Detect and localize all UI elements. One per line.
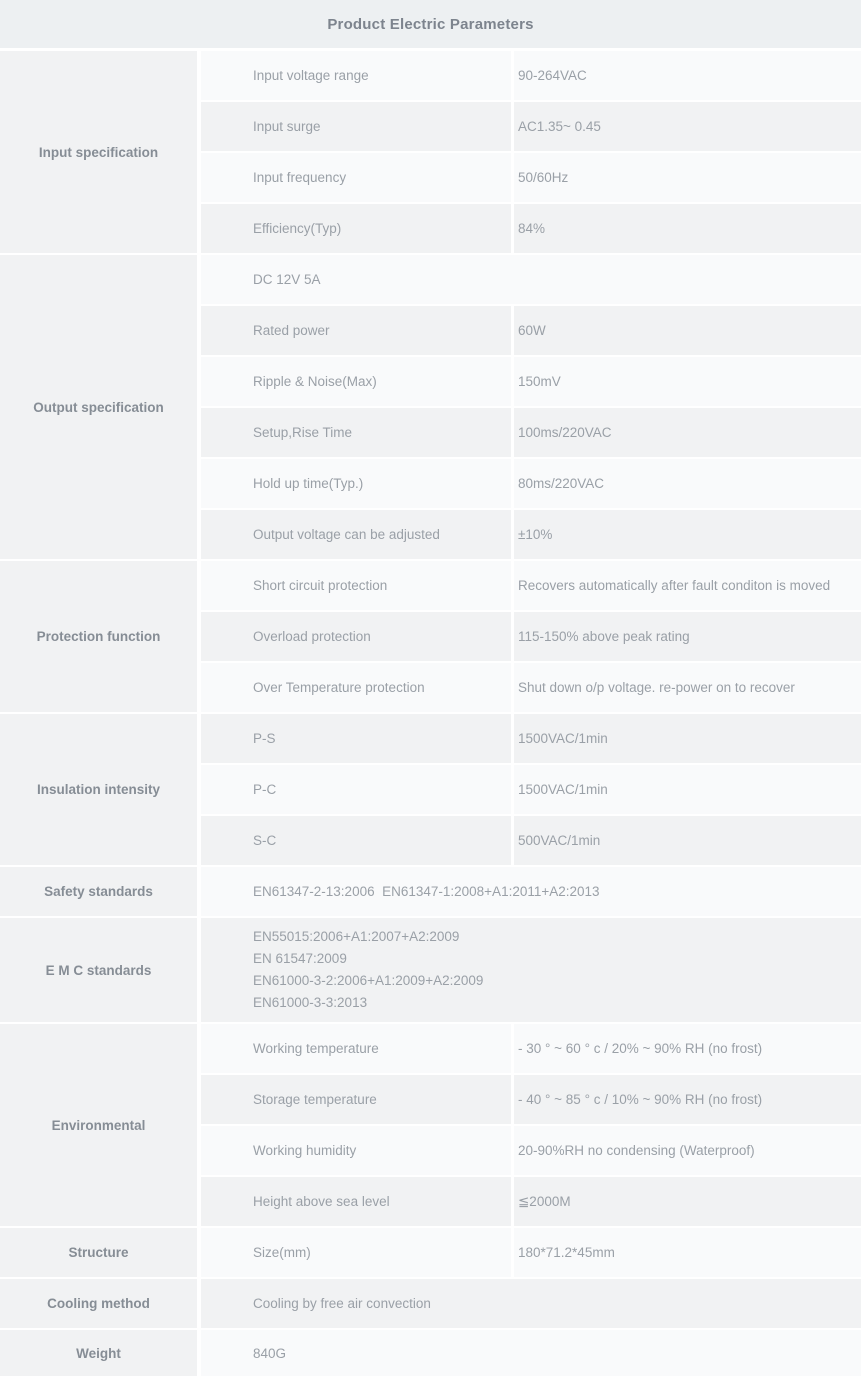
param-cell: Short circuit protection bbox=[201, 561, 511, 610]
table-row bbox=[201, 714, 861, 763]
group-rows bbox=[201, 51, 861, 253]
spec-group-environmental bbox=[0, 1024, 861, 1226]
table-row bbox=[201, 1279, 861, 1328]
table-row bbox=[201, 918, 861, 1022]
param-cell: Input voltage range bbox=[201, 51, 511, 100]
title-bar bbox=[0, 0, 861, 48]
table-row bbox=[201, 357, 861, 406]
value-cell: - 30 ° ~ 60 ° c / 20% ~ 90% RH (no frost) bbox=[514, 1024, 861, 1073]
value-cell: 500VAC/1min bbox=[514, 816, 861, 865]
spec-group-structure bbox=[0, 1228, 861, 1277]
table-row bbox=[201, 663, 861, 712]
value-cell: Shut down o/p voltage. re-power on to recover bbox=[514, 663, 861, 712]
group-label: Protection function bbox=[0, 561, 197, 712]
group-rows bbox=[201, 255, 861, 559]
param-cell: Size(mm) bbox=[201, 1228, 511, 1277]
value-cell: 100ms/220VAC bbox=[514, 408, 861, 457]
group-label: Output specification bbox=[0, 255, 197, 559]
param-cell: Working humidity bbox=[201, 1126, 511, 1175]
group-rows bbox=[201, 1228, 861, 1277]
full-cell: EN61347-2-13:2006 EN61347-1:2008+A1:2011+A2:2013 bbox=[201, 867, 861, 916]
value-cell: 1500VAC/1min bbox=[514, 714, 861, 763]
table-row bbox=[201, 561, 861, 610]
group-label: E M C standards bbox=[0, 918, 197, 1022]
value-cell: Recovers automatically after fault conditon is moved bbox=[514, 561, 861, 610]
group-label: Input specification bbox=[0, 51, 197, 253]
value-cell: 115-150% above peak rating bbox=[514, 612, 861, 661]
table-row bbox=[201, 51, 861, 100]
spec-group-safety bbox=[0, 867, 861, 916]
emc-standard-line: EN61000-3-3:2013 bbox=[253, 995, 368, 1010]
table-row bbox=[201, 306, 861, 355]
value-cell: 20-90%RH no condensing (Waterproof) bbox=[514, 1126, 861, 1175]
value-cell: - 40 ° ~ 85 ° c / 10% ~ 90% RH (no frost) bbox=[514, 1075, 861, 1124]
value-cell: 50/60Hz bbox=[514, 153, 861, 202]
param-cell: Ripple & Noise(Max) bbox=[201, 357, 511, 406]
spec-group-cooling bbox=[0, 1279, 861, 1328]
value-cell: ±10% bbox=[514, 510, 861, 559]
value-cell: 150mV bbox=[514, 357, 861, 406]
param-cell: Storage temperature bbox=[201, 1075, 511, 1124]
param-cell: Height above sea level bbox=[201, 1177, 511, 1226]
full-cell: 840G bbox=[201, 1330, 861, 1376]
value-cell: 60W bbox=[514, 306, 861, 355]
param-cell: Over Temperature protection bbox=[201, 663, 511, 712]
param-cell: Efficiency(Typ) bbox=[201, 204, 511, 253]
group-rows bbox=[201, 918, 861, 1022]
value-cell: 90-264VAC bbox=[514, 51, 861, 100]
spec-group-output bbox=[0, 255, 861, 559]
value-cell: 180*71.2*45mm bbox=[514, 1228, 861, 1277]
param-cell: Hold up time(Typ.) bbox=[201, 459, 511, 508]
param-cell: Overload protection bbox=[201, 612, 511, 661]
table-row bbox=[201, 459, 861, 508]
emc-standard-line: EN 61547:2009 bbox=[253, 951, 347, 966]
group-label: Structure bbox=[0, 1228, 197, 1277]
param-cell: Input surge bbox=[201, 102, 511, 151]
table-row bbox=[201, 204, 861, 253]
group-rows bbox=[201, 714, 861, 865]
table-row bbox=[201, 816, 861, 865]
page-title: Product Electric Parameters bbox=[327, 15, 534, 33]
table-row bbox=[201, 102, 861, 151]
table-row bbox=[201, 1177, 861, 1226]
group-label: Weight bbox=[0, 1330, 197, 1376]
group-label: Environmental bbox=[0, 1024, 197, 1226]
param-cell: P-C bbox=[201, 765, 511, 814]
group-rows bbox=[201, 561, 861, 712]
group-rows bbox=[201, 1024, 861, 1226]
group-label: Safety standards bbox=[0, 867, 197, 916]
spec-group-input bbox=[0, 51, 861, 253]
table-row bbox=[201, 1024, 861, 1073]
group-rows bbox=[201, 1279, 861, 1328]
spec-group-emc bbox=[0, 918, 861, 1022]
group-rows bbox=[201, 1330, 861, 1376]
param-cell: Rated power bbox=[201, 306, 511, 355]
full-cell: DC 12V 5A bbox=[201, 255, 861, 304]
param-cell: Output voltage can be adjusted bbox=[201, 510, 511, 559]
table-row bbox=[201, 867, 861, 916]
table-row bbox=[201, 255, 861, 304]
table-row bbox=[201, 765, 861, 814]
full-cell: Cooling by free air convection bbox=[201, 1279, 861, 1328]
value-cell: ≦2000M bbox=[514, 1177, 861, 1226]
table-row bbox=[201, 1075, 861, 1124]
table-row bbox=[201, 408, 861, 457]
value-cell: 80ms/220VAC bbox=[514, 459, 861, 508]
group-label: Insulation intensity bbox=[0, 714, 197, 865]
emc-standard-line: EN55015:2006+A1:2007+A2:2009 bbox=[253, 929, 460, 944]
table-row bbox=[201, 510, 861, 559]
param-cell: Setup,Rise Time bbox=[201, 408, 511, 457]
table-row bbox=[201, 1228, 861, 1277]
table-row bbox=[201, 612, 861, 661]
table-row bbox=[201, 1330, 861, 1376]
table-row bbox=[201, 153, 861, 202]
emc-standards-cell bbox=[201, 918, 861, 1022]
spec-group-insulation bbox=[0, 714, 861, 865]
table-row bbox=[201, 1126, 861, 1175]
param-cell: Working temperature bbox=[201, 1024, 511, 1073]
param-cell: Input frequency bbox=[201, 153, 511, 202]
value-cell: AC1.35~ 0.45 bbox=[514, 102, 861, 151]
emc-standard-line: EN61000-3-2:2006+A1:2009+A2:2009 bbox=[253, 973, 484, 988]
param-cell: S-C bbox=[201, 816, 511, 865]
value-cell: 84% bbox=[514, 204, 861, 253]
value-cell: 1500VAC/1min bbox=[514, 765, 861, 814]
param-cell: P-S bbox=[201, 714, 511, 763]
spec-group-weight bbox=[0, 1330, 861, 1376]
group-label: Cooling method bbox=[0, 1279, 197, 1328]
group-rows bbox=[201, 867, 861, 916]
spec-group-protection bbox=[0, 561, 861, 712]
